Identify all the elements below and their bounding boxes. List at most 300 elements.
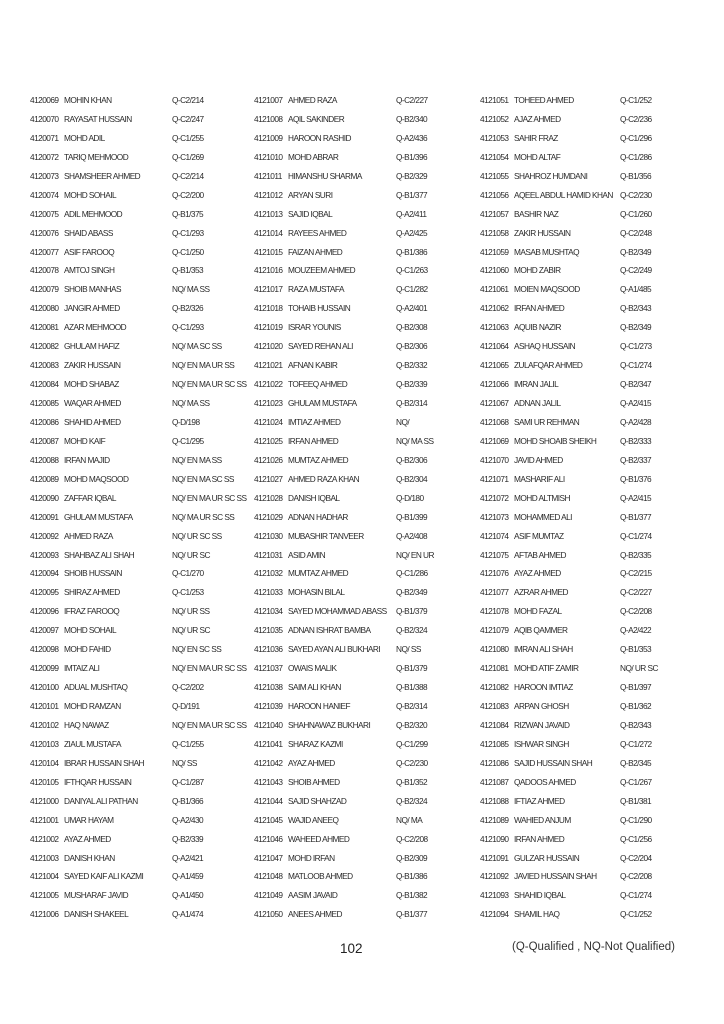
list-item <box>254 226 469 245</box>
roll-number: 4120069 <box>30 95 59 105</box>
roll-number: 4121036 <box>254 644 283 655</box>
roll-status: Q-B2/337 <box>620 454 652 465</box>
list-item <box>480 604 710 623</box>
roll-status: NQ/ EN MA UR SS <box>172 360 235 371</box>
roll-number: 4121000 <box>30 795 59 806</box>
roll-number: 4121074 <box>480 530 509 541</box>
roll-name: UMAR HAYAM <box>64 814 114 825</box>
roll-number: 4121016 <box>254 265 283 276</box>
roll-status: Q-C1/296 <box>620 132 652 143</box>
roll-name: HAROON IMTIAZ <box>514 682 573 693</box>
roll-name: AQEEL ABDUL HAMID KHAN <box>514 189 613 200</box>
roll-status: NQ/ EN UR <box>396 549 434 560</box>
roll-name: DANISH IQBAL <box>288 492 340 503</box>
list-item <box>30 93 245 112</box>
list-item <box>254 661 469 680</box>
roll-number: 4121011 <box>254 170 282 181</box>
roll-name: MOHAMMED ALI <box>514 511 572 522</box>
list-item <box>30 510 245 529</box>
roll-name: DANIYAL ALI PATHAN <box>64 795 138 806</box>
roll-name: MOHD ATIF ZAMIR <box>514 663 579 674</box>
roll-name: SHAMIL HAQ <box>514 909 560 920</box>
roll-status: Q-C2/236 <box>620 113 652 124</box>
roll-name: MUSHARAF JAVID <box>64 890 129 901</box>
roll-number: 4121086 <box>480 757 509 768</box>
roll-number: 4121034 <box>254 606 283 617</box>
roll-name: SHAID ABASS <box>64 227 113 238</box>
roll-status: Q-B1/399 <box>396 511 428 522</box>
roll-status: Q-D/180 <box>396 492 424 503</box>
roll-name: GULZAR HUSSAIN <box>514 852 580 863</box>
roll-status: Q-C1/299 <box>396 738 428 749</box>
roll-number: 4121041 <box>254 738 283 749</box>
roll-number: 4120091 <box>30 511 59 522</box>
roll-number: 4121092 <box>480 871 509 882</box>
roll-name: SAYED AYAN ALI BUKHARI <box>288 644 381 655</box>
roll-status: Q-B1/352 <box>396 776 428 787</box>
roll-name: SAJID HUSSAIN SHAH <box>514 757 593 768</box>
list-item <box>30 320 245 339</box>
roll-status: Q-B2/343 <box>620 719 652 730</box>
roll-number: 4121076 <box>480 568 509 579</box>
roll-status: Q-C2/208 <box>620 871 652 882</box>
list-item <box>30 566 245 585</box>
roll-name: ARPAN GHOSH <box>514 701 569 711</box>
roll-number: 4120087 <box>30 435 59 446</box>
roll-number: 4121042 <box>254 757 283 768</box>
roll-number: 4121031 <box>254 549 283 560</box>
list-item <box>254 472 469 491</box>
roll-number: 4121021 <box>254 360 283 371</box>
roll-name: ADNAN ISHRAT BAMBA <box>288 625 371 636</box>
roll-name: MOHASIN BILAL <box>288 587 345 598</box>
roll-status: NQ/ EN MA SS <box>172 454 222 465</box>
list-item <box>30 642 245 661</box>
roll-number: 4121062 <box>480 303 509 314</box>
roll-name: TOFEEQ AHMED <box>288 379 348 390</box>
list-item <box>254 529 469 548</box>
list-item <box>30 188 245 207</box>
list-item <box>30 301 245 320</box>
roll-number: 4120090 <box>30 492 59 503</box>
roll-status: NQ/ UR SC <box>172 625 210 636</box>
list-item <box>30 434 245 453</box>
roll-number: 4121061 <box>480 284 509 295</box>
roll-number: 4121043 <box>254 776 283 787</box>
roll-status: Q-C1/253 <box>172 587 204 598</box>
roll-status: Q-B2/306 <box>396 341 428 352</box>
roll-number: 4121023 <box>254 398 283 408</box>
roll-number: 4120085 <box>30 398 59 408</box>
list-item <box>30 263 245 282</box>
list-item <box>480 794 710 813</box>
roll-name: AYAZ AHMED <box>288 757 335 768</box>
list-item <box>30 396 245 415</box>
roll-status: NQ/ MA SS <box>396 435 434 446</box>
roll-name: AZAR MEHMOOD <box>64 322 127 333</box>
roll-number: 4121048 <box>254 871 283 882</box>
roll-name: MOHD SOHAIL <box>64 189 117 200</box>
roll-number: 4120086 <box>30 416 59 427</box>
roll-status: Q-B2/306 <box>396 454 428 465</box>
roll-status: NQ/ EN MA UR SC SS <box>172 719 247 730</box>
roll-name: MOHD FAHID <box>64 644 111 655</box>
list-item <box>480 585 710 604</box>
list-item <box>480 623 710 642</box>
roll-name: TOHAIB HUSSAIN <box>288 303 351 314</box>
list-item <box>254 434 469 453</box>
legend-note: (Q-Qualified , NQ-Not Qualified) <box>512 941 675 953</box>
roll-name: ADUAL MUSHTAQ <box>64 682 128 693</box>
roll-name: MUMTAZ AHMED <box>288 568 349 579</box>
roll-status: Q-B1/377 <box>620 511 652 522</box>
list-item <box>30 661 245 680</box>
roll-name: SAJID SHAHZAD <box>288 795 347 806</box>
roll-number: 4121085 <box>480 738 509 749</box>
roll-status: Q-C2/214 <box>172 170 204 181</box>
list-item <box>480 718 710 737</box>
roll-name: ISRAR YOUNIS <box>288 322 341 333</box>
roll-status: Q-B1/377 <box>396 909 428 920</box>
roll-status: Q-C1/293 <box>172 322 204 333</box>
roll-name: OWAIS MALIK <box>288 663 337 674</box>
roll-status: Q-C1/274 <box>620 530 652 541</box>
page-number: 102 <box>340 941 363 956</box>
list-item <box>30 529 245 548</box>
roll-number: 4121050 <box>254 909 283 920</box>
list-item <box>30 377 245 396</box>
roll-number: 4121009 <box>254 132 283 143</box>
roll-status: Q-B1/396 <box>396 151 428 162</box>
roll-name: MOHD ABRAR <box>288 151 339 162</box>
list-item <box>480 415 710 434</box>
roll-name: SHAHID IQBAL <box>514 890 566 901</box>
roll-status: Q-A2/422 <box>620 625 652 636</box>
roll-number: 4120101 <box>30 701 59 711</box>
roll-status: Q-C2/227 <box>620 587 652 598</box>
roll-name: JANGIR AHMED <box>64 303 120 314</box>
roll-name: MATLOOB AHMED <box>288 871 353 882</box>
roll-number: 4121029 <box>254 511 283 522</box>
roll-number: 4121069 <box>480 435 509 446</box>
roll-number: 4121082 <box>480 682 509 693</box>
roll-number: 4121073 <box>480 511 509 522</box>
roll-name: MOHD ALTMISH <box>514 492 570 503</box>
roll-status: NQ/ <box>396 416 410 427</box>
list-item <box>254 377 469 396</box>
roll-status: Q-B1/388 <box>396 682 428 693</box>
roll-name: MOHD ADIL <box>64 132 105 143</box>
roll-name: MOUZEEM AHMED <box>288 265 356 276</box>
roll-number: 4120093 <box>30 549 59 560</box>
list-item <box>30 813 245 832</box>
list-item <box>480 756 710 775</box>
roll-name: IMTIAZ AHMED <box>288 416 341 427</box>
roll-status: Q-C2/208 <box>396 833 428 844</box>
list-item <box>480 169 710 188</box>
roll-number: 4121001 <box>30 814 59 825</box>
list-item <box>480 396 710 415</box>
roll-status: Q-B1/376 <box>620 473 652 484</box>
roll-number: 4121010 <box>254 151 283 162</box>
roll-name: WAQAR AHMED <box>64 398 121 408</box>
roll-name: SHAHROZ HUMDANI <box>514 170 588 181</box>
list-item <box>480 112 710 131</box>
roll-status: Q-B2/339 <box>396 379 428 390</box>
roll-name: ASID AMIN <box>288 549 326 560</box>
roll-name: ZULAFQAR AHMED <box>514 360 583 371</box>
roll-status: Q-C2/248 <box>620 227 652 238</box>
list-item <box>254 131 469 150</box>
roll-status: Q-C1/255 <box>172 132 204 143</box>
roll-number: 4120072 <box>30 151 59 162</box>
list-item <box>30 472 245 491</box>
list-item <box>480 377 710 396</box>
roll-status: Q-D/198 <box>172 416 200 427</box>
list-item <box>254 642 469 661</box>
roll-name: HIMANSHU SHARMA <box>288 170 362 181</box>
roll-name: MOHD FAZAL <box>514 606 562 617</box>
roll-status: Q-B2/324 <box>396 625 428 636</box>
list-item <box>480 453 710 472</box>
list-item <box>30 491 245 510</box>
list-item <box>30 888 245 907</box>
roll-name: MOIEN MAQSOOD <box>514 284 580 295</box>
roll-name: MASAB MUSHTAQ <box>514 246 580 257</box>
list-item <box>30 112 245 131</box>
roll-status: Q-B2/320 <box>396 719 428 730</box>
list-item <box>30 737 245 756</box>
roll-name: AYAZ AHMED <box>514 568 561 579</box>
roll-name: RAYEES AHMED <box>288 227 347 238</box>
list-item <box>254 851 469 870</box>
roll-name: SHARAZ KAZMI <box>288 738 343 749</box>
roll-status: Q-C1/255 <box>172 738 204 749</box>
roll-number: 4120100 <box>30 682 59 693</box>
list-item <box>480 775 710 794</box>
roll-number: 4120082 <box>30 341 59 352</box>
roll-name: SAHIR FRAZ <box>514 132 558 143</box>
roll-name: GHULAM MUSTAFA <box>288 398 357 408</box>
list-item <box>480 869 710 888</box>
list-item <box>480 263 710 282</box>
roll-name: SHAHNAWAZ BUKHARI <box>288 719 371 730</box>
roll-status: Q-C2/215 <box>620 568 652 579</box>
column-2 <box>254 93 469 926</box>
roll-number: 4121033 <box>254 587 283 598</box>
roll-status: Q-A2/415 <box>620 398 652 408</box>
roll-number: 4121065 <box>480 360 509 371</box>
roll-status: Q-B1/386 <box>396 871 428 882</box>
roll-name: SAJID IQBAL <box>288 208 333 219</box>
list-item <box>480 661 710 680</box>
roll-number: 4121003 <box>30 852 59 863</box>
roll-name: DANISH SHAKEEL <box>64 909 129 920</box>
roll-status: Q-C2/247 <box>172 113 204 124</box>
roll-number: 4121020 <box>254 341 283 352</box>
roll-status: Q-C1/290 <box>620 814 652 825</box>
list-item <box>30 851 245 870</box>
roll-name: AQIL SAKINDER <box>288 113 345 124</box>
roll-number: 4120103 <box>30 738 59 749</box>
list-item <box>30 339 245 358</box>
column-3 <box>480 93 710 926</box>
roll-status: Q-C1/286 <box>620 151 652 162</box>
roll-number: 4121047 <box>254 852 283 863</box>
roll-status: NQ/ EN MA UR SC SS <box>172 492 247 503</box>
roll-name: ARYAN SURI <box>288 189 333 200</box>
roll-number: 4121063 <box>480 322 509 333</box>
roll-status: Q-C2/227 <box>396 95 428 105</box>
list-item <box>30 907 245 926</box>
list-item <box>30 453 245 472</box>
roll-number: 4121053 <box>480 132 509 143</box>
list-item <box>254 150 469 169</box>
roll-name: MOHIN KHAN <box>64 95 112 105</box>
roll-number: 4121044 <box>254 795 283 806</box>
roll-status: NQ/ EN SC SS <box>172 644 222 655</box>
roll-status: Q-A2/401 <box>396 303 428 314</box>
roll-name: SAIM ALI KHAN <box>288 682 341 693</box>
roll-status: NQ/ UR SC SS <box>172 530 222 541</box>
roll-number: 4121027 <box>254 473 283 484</box>
roll-status: Q-A2/415 <box>620 492 652 503</box>
roll-name: MOHD SOHAIL <box>64 625 117 636</box>
roll-name: AJAZ AHMED <box>514 113 561 124</box>
roll-number: 4121081 <box>480 663 509 674</box>
roll-status: Q-C1/293 <box>172 227 204 238</box>
roll-status: Q-C1/263 <box>396 265 428 276</box>
list-item <box>480 680 710 699</box>
roll-status: Q-B1/379 <box>396 663 428 674</box>
list-item <box>30 794 245 813</box>
list-item <box>254 699 469 718</box>
list-item <box>480 131 710 150</box>
roll-name: AMTOJ SINGH <box>64 265 115 276</box>
roll-number: 4121015 <box>254 246 283 257</box>
list-item <box>30 585 245 604</box>
roll-number: 4120097 <box>30 625 59 636</box>
roll-status: Q-D/191 <box>172 701 200 711</box>
roll-number: 4120104 <box>30 757 59 768</box>
list-item <box>480 188 710 207</box>
roll-status: Q-A1/474 <box>172 909 204 920</box>
roll-status: Q-C1/267 <box>620 776 652 787</box>
roll-name: ISHWAR SINGH <box>514 738 569 749</box>
roll-name: SHAHID AHMED <box>64 416 121 427</box>
roll-status: Q-B1/386 <box>396 246 428 257</box>
roll-number: 4121026 <box>254 454 283 465</box>
roll-status: Q-C1/286 <box>396 568 428 579</box>
roll-status: Q-C1/273 <box>620 341 652 352</box>
roll-status: Q-B2/324 <box>396 795 428 806</box>
roll-number: 4121094 <box>480 909 509 920</box>
roll-name: ADNAN HADHAR <box>288 511 348 522</box>
roll-number: 4121075 <box>480 549 509 560</box>
roll-number: 4120081 <box>30 322 59 333</box>
roll-name: HAROON HANIEF <box>288 701 350 711</box>
roll-number: 4121054 <box>480 151 509 162</box>
roll-number: 4121066 <box>480 379 509 390</box>
roll-status: Q-C2/230 <box>396 757 428 768</box>
roll-status: Q-C2/204 <box>620 852 652 863</box>
list-item <box>480 207 710 226</box>
list-item <box>254 169 469 188</box>
list-item <box>254 832 469 851</box>
list-item <box>480 491 710 510</box>
roll-name: AHMED RAZA <box>288 95 337 105</box>
roll-number: 4120074 <box>30 189 59 200</box>
roll-status: Q-C1/274 <box>620 360 652 371</box>
roll-number: 4121072 <box>480 492 509 503</box>
roll-name: ADIL MEHMOOD <box>64 208 123 219</box>
roll-name: SAYED MOHAMMAD ABASS <box>288 606 387 617</box>
roll-name: SAMI UR REHMAN <box>514 416 580 427</box>
list-item <box>30 869 245 888</box>
roll-number: 4121024 <box>254 416 283 427</box>
list-item <box>254 453 469 472</box>
roll-number: 4121091 <box>480 852 509 863</box>
roll-status: Q-C2/249 <box>620 265 652 276</box>
roll-number: 4121007 <box>254 95 283 105</box>
roll-status: Q-B2/339 <box>172 833 204 844</box>
list-item <box>480 320 710 339</box>
list-item <box>254 737 469 756</box>
list-item <box>480 548 710 567</box>
roll-name: FAIZAN AHMED <box>288 246 343 257</box>
roll-status: Q-A1/450 <box>172 890 204 901</box>
roll-number: 4121067 <box>480 398 509 408</box>
roll-name: MOHD IRFAN <box>288 852 335 863</box>
list-item <box>254 93 469 112</box>
roll-status: Q-B2/349 <box>396 587 428 598</box>
roll-name: IFTIAZ AHMED <box>514 795 565 806</box>
roll-status: Q-B2/335 <box>620 549 652 560</box>
list-item <box>480 150 710 169</box>
roll-name: IBRAR HUSSAIN SHAH <box>64 757 145 768</box>
roll-status: Q-B2/314 <box>396 398 428 408</box>
roll-number: 4121080 <box>480 644 509 655</box>
roll-name: IRFAN MAJID <box>64 454 110 465</box>
roll-status: Q-C1/252 <box>620 909 652 920</box>
roll-name: SHOIB HUSSAIN <box>64 568 122 579</box>
list-item <box>30 718 245 737</box>
roll-number: 4121017 <box>254 284 283 295</box>
list-item <box>254 756 469 775</box>
list-item <box>30 169 245 188</box>
roll-name: MOHD SHABAZ <box>64 379 119 390</box>
list-item <box>254 718 469 737</box>
roll-status: Q-C2/230 <box>620 189 652 200</box>
roll-status: Q-B2/332 <box>396 360 428 371</box>
roll-number: 4120105 <box>30 776 59 787</box>
roll-name: MOHD RAMZAN <box>64 701 121 711</box>
roll-name: MASHARIF ALI <box>514 473 565 484</box>
roll-status: Q-C1/282 <box>396 284 428 295</box>
roll-number: 4121039 <box>254 701 283 711</box>
roll-number: 4121005 <box>30 890 59 901</box>
roll-name: SAYED REHAN ALI <box>288 341 353 352</box>
roll-status: Q-A2/430 <box>172 814 204 825</box>
roll-number: 4121083 <box>480 701 509 711</box>
roll-status: Q-B1/377 <box>396 189 428 200</box>
roll-number: 4121006 <box>30 909 59 920</box>
roll-status: Q-A2/411 <box>396 208 427 219</box>
roll-name: MOHD ALTAF <box>514 151 561 162</box>
roll-name: AQUIB NAZIR <box>514 322 561 333</box>
roll-name: MOHD ZABIR <box>514 265 561 276</box>
roll-name: ADNAN JALIL <box>514 398 561 408</box>
